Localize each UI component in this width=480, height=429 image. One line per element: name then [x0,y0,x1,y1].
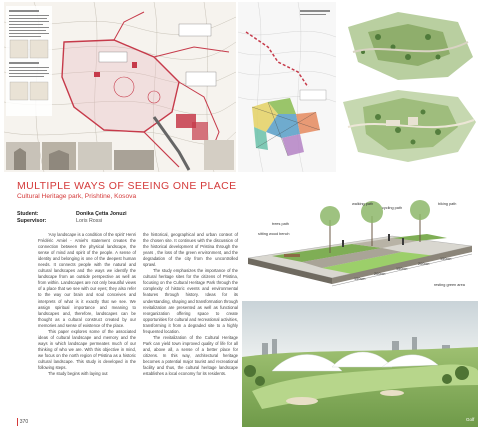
article-title: MULTIPLE WAYS OF SEEING ONE PLACE [17,180,237,192]
dim-label: 200cm [418,262,430,266]
label-biking-path: biking path [438,202,457,206]
zoning-graphic [238,2,336,172]
render-label: Golf [466,417,475,422]
paragraph: 'Any landscape is a condition of the spirit' Henri Frédéric Amiel - Amiel's statement creates the connection between the physical landscape, the sense of mind and spirit of the people. A sense of identity and belonging is one of the deepest human needs. It connects people with the natural and cultural landscapes and the ways we identify the landscape from an outside perspective as well as from within. Landscapes are not only beautiful views of a place that we see with our eyes; they also refer to the way our brain and soul conceives and interprets of what is it exactly that we see. We assign spiritual importance and meaning to landscapes and, therefore, landscapes can be thought as a cultural construct created by our memories and sense of existence of the place. [38,232,136,328]
label-cycling-path: cycling path [382,206,403,210]
page-number [17,419,28,425]
site-map-main [4,2,236,172]
page-number-text: 370 [19,419,29,425]
master-plan-graphic [338,2,478,172]
supervisor-name: Loris Rossi [76,218,103,224]
site-map-graphic [4,2,236,172]
article-subtitle: Cultural Heritage park, Prishtine, Kosova [17,193,137,200]
paragraph: This paper explores some of the associated ideas of cultural landscape and memory and the ways in which landscape permeates much of our thinking of who we are. With this objective in mind, we focus on the north region of Pristina as a historic cultural landscape. This study is developed in the following steps. [38,328,136,371]
student-label: Student: [17,211,39,217]
dim-label: 150cm [440,257,452,261]
label-walking-path: walking path [352,202,374,206]
label-trees-path: trees path [272,222,289,226]
golf-rendering [242,301,478,427]
body-column-right [143,232,238,377]
meta-labels [17,211,57,225]
path-section-drawing [242,198,478,292]
paragraph: The revitalization of the Cultural Heritage Park can yield town improved quality of life for all and, above all, a sense of a better place for citizens. In this way, architectural heritage becomes a potential major tourist and recreational facility and thus, the cultural heritage landscape establishes a local economy for its residents. [143,334,238,377]
paragraph: the historical, geographical and urban context of the chosen site. It continues with the discussion of the historical development of Pristina through the years , the loss of the green environment, and the degradation of the city from the uncontrolled sprawl. [143,232,238,268]
zoning-diagram [238,2,336,172]
label-sitting-bench: sitting wood bench [258,232,290,236]
supervisor-label: Supervisor: [17,218,47,224]
master-plan-renderings [338,2,478,172]
rendering-graphic [242,301,478,427]
body-column-left [38,232,136,377]
meta-values [76,211,166,225]
paragraph: The study emphasizes the importance of the cultural heritage sites for the citizens of Pristina, focusing on the Cultural Heritage Park through the complexity of historic events and environmental features through history. Ideas for its understanding, shaping and transformation through revitalization are presented as well as functional reorganization offering space to create opportunities for cultural and recreational activities, transforming it from a degraded site to a highly frequented location. [143,268,238,334]
dim-label: 150cm [396,267,408,271]
student-name: Donika Çetta Jonuzi [76,211,127,217]
paragraph: The study begins with laying out [48,371,108,377]
label-resting-green: resting green area [434,283,465,287]
dim-label: 200cm [374,272,386,276]
dim-label: 150cm [354,277,366,281]
section-graphic [242,198,478,292]
